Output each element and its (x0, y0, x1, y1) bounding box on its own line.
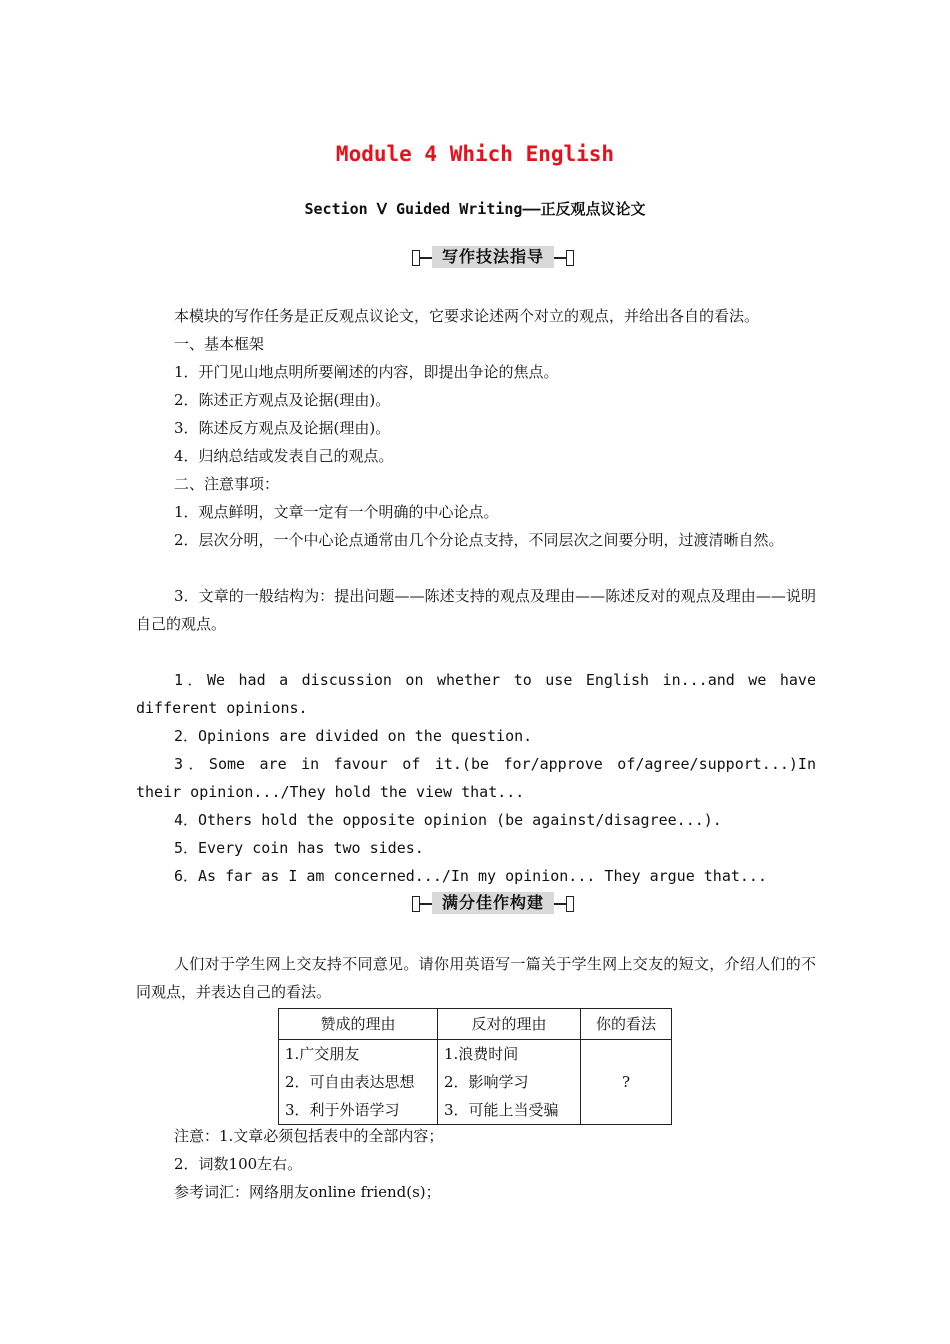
note-item: 3．文章的一般结构为：提出问题——陈述支持的观点及理由——陈述反对的观点及理由——说明自己的观点。 (136, 587, 816, 633)
pro-reasons-cell (279, 1040, 438, 1125)
requirement-item: 2．词数100左右。 (174, 1155, 303, 1173)
con-reasons-cell (438, 1040, 581, 1125)
model-essay-banner-label: 满分佳作构建 (432, 892, 554, 914)
requirement-item: 注意：1.文章必须包括表中的全部内容； (174, 1127, 444, 1145)
task-description: 人们对于学生网上交友持不同意见。请你用英语写一篇关于学生网上交友的短文，介绍人们的不同观点，并表达自己的看法。 (136, 955, 816, 1001)
phrase-item: 2．Opinions are divided on the question. (174, 727, 533, 745)
note-item: 2．层次分明，一个中心论点通常由几个分论点支持，不同层次之间要分明，过渡清晰自然。 (174, 531, 784, 549)
vocabulary-note: 参考词汇：网络朋友online friend(s)； (174, 1183, 441, 1201)
con-reason: 1.浪费时间 (444, 1045, 519, 1063)
model-essay-banner (412, 892, 574, 914)
framework-heading: 一、基本框架 (174, 335, 265, 353)
phrase-item: 6．As far as I am concerned.../In my opinion... They argue that... (174, 867, 767, 885)
notes-heading: 二、注意事项： (174, 475, 280, 493)
note-item: 1．观点鲜明，文章一定有一个明确的中心论点。 (174, 503, 499, 521)
phrase-item: 1．We had a discussion on whether to use English in...and we have different opinions. (136, 671, 816, 717)
con-reason: 2．影响学习 (444, 1073, 529, 1091)
framework-item: 2．陈述正方观点及论据(理由)。 (174, 391, 391, 409)
opinion-table (278, 1008, 672, 1125)
table-header-pro: 赞成的理由 (279, 1009, 438, 1040)
intro-paragraph: 本模块的写作任务是正反观点议论文，它要求论述两个对立的观点，并给出各自的看法。 (174, 307, 760, 325)
framework-item: 3．陈述反方观点及论据(理由)。 (174, 419, 391, 437)
table-header-con: 反对的理由 (438, 1009, 581, 1040)
writing-tips-banner (412, 246, 574, 268)
writing-tips-banner-label: 写作技法指导 (432, 246, 554, 268)
con-reason: 3．可能上当受骗 (444, 1101, 559, 1119)
view-cell: ? (581, 1040, 672, 1125)
phrase-item: 4．Others hold the opposite opinion (be against/disagree...). (174, 811, 722, 829)
phrase-item: 3．Some are in favour of it.(be for/approve of/agree/support...)In their opinion.../They hold the view that... (136, 755, 816, 801)
section-subtitle: Section Ⅴ Guided Writing——正反观点议论文 (304, 200, 646, 218)
pro-reason: 3．利于外语学习 (285, 1101, 400, 1119)
framework-item: 1．开门见山地点明所要阐述的内容，即提出争论的焦点。 (174, 363, 559, 381)
page-title: Module 4 Which English (335, 142, 615, 166)
table-header-view: 你的看法 (581, 1009, 672, 1040)
pro-reason: 2．可自由表达思想 (285, 1073, 415, 1091)
pro-reason: 1.广交朋友 (285, 1045, 360, 1063)
framework-item: 4．归纳总结或发表自己的观点。 (174, 447, 394, 465)
phrase-item: 5．Every coin has two sides. (174, 839, 424, 857)
